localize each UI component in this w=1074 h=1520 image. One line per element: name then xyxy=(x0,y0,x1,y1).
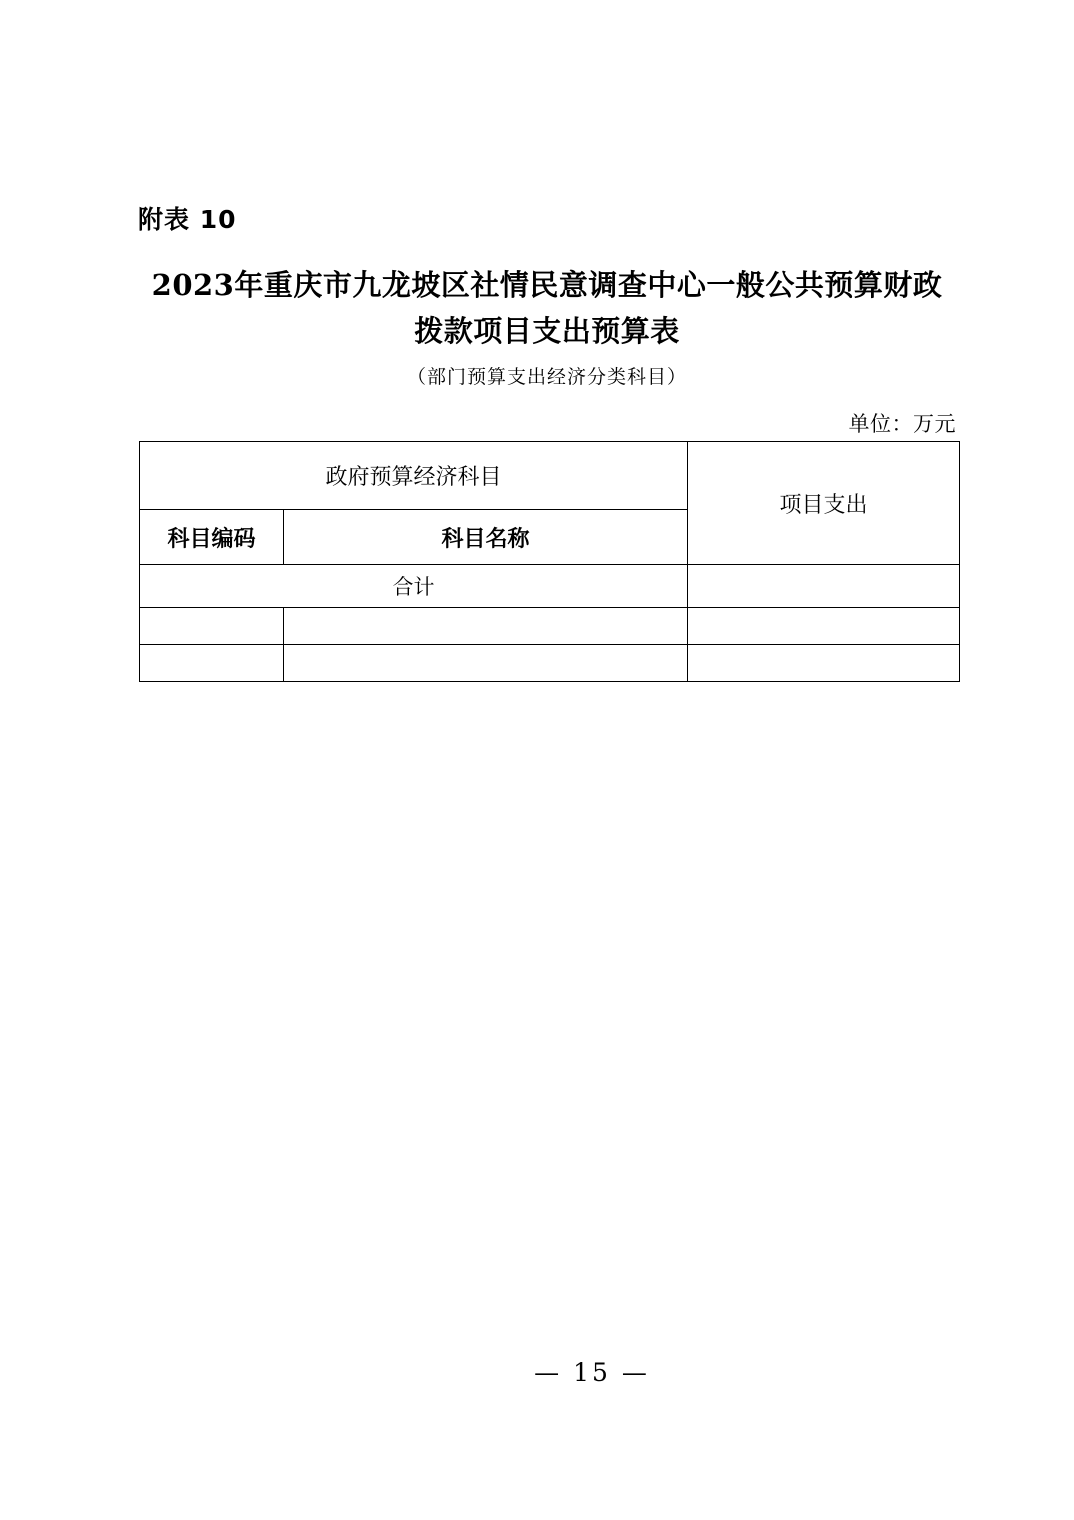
row-expenditure-cell xyxy=(688,608,960,645)
row-code-cell xyxy=(140,608,284,645)
total-label-cell: 合计 xyxy=(140,565,688,608)
page-title xyxy=(137,262,957,354)
table-row xyxy=(140,608,960,645)
page-number: — 15 — xyxy=(534,1358,650,1387)
row-code-cell xyxy=(140,645,284,682)
table-header-economic-subject: 政府预算经济科目 xyxy=(140,442,688,510)
table-row-total xyxy=(140,565,960,608)
table-header-subject-name: 科目名称 xyxy=(284,510,688,565)
page-title-line-2: 拨款项目支出预算表 xyxy=(414,314,680,348)
table-row xyxy=(140,645,960,682)
table-header-row-group xyxy=(140,442,960,510)
attachment-label: 附表 10 xyxy=(138,205,237,234)
table-header-project-expenditure: 项目支出 xyxy=(688,442,960,565)
table-header-subject-code: 科目编码 xyxy=(140,510,284,565)
row-name-cell xyxy=(284,645,688,682)
page-subtitle: （部门预算支出经济分类科目） xyxy=(406,366,687,388)
page-title-line-1: 2023年重庆市九龙坡区社情民意调查中心一般公共预算财政 xyxy=(151,268,943,302)
row-name-cell xyxy=(284,608,688,645)
budget-table xyxy=(139,441,960,682)
total-value-cell xyxy=(688,565,960,608)
row-expenditure-cell xyxy=(688,645,960,682)
unit-note: 单位：万元 xyxy=(848,412,956,436)
